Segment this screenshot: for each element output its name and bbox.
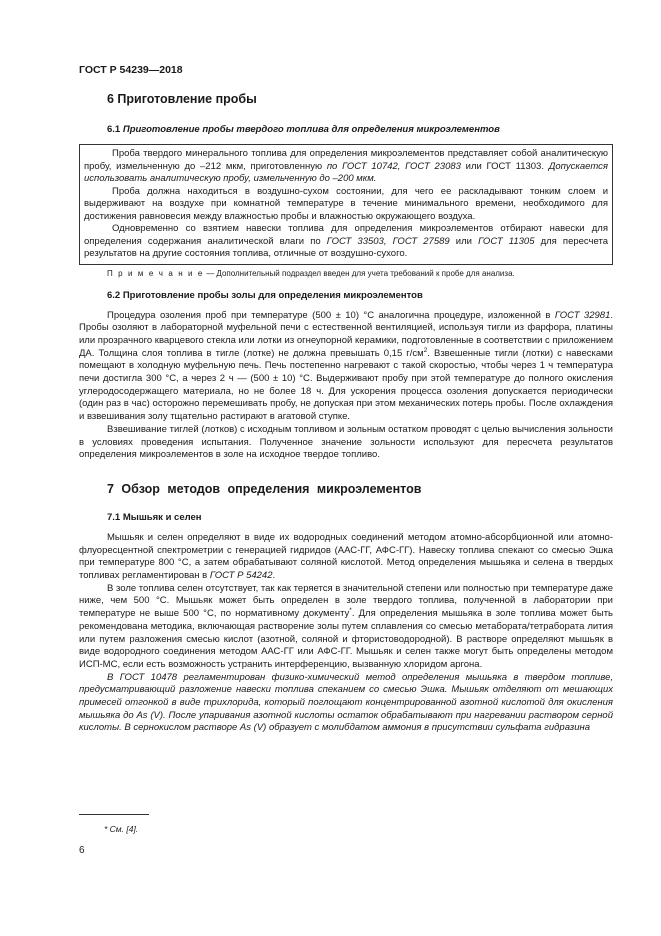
footnote: * См. [4]. (104, 824, 139, 834)
section-6-1-number: 6.1 (107, 124, 121, 135)
section-7-1-title: 7.1 Мышьяк и селен (107, 511, 202, 523)
box-paragraph-3: Одновременно со взятием навески топлива для определения микроэлементов отбирают навески для определения содержания аналитической влаги по ГОСТ 33503, ГОСТ 27589 или ГОСТ 11305 для пересчета результатов на другие состояния топлива, отличные от воздушно-сухого. (84, 223, 609, 259)
page-number: 6 (79, 845, 85, 856)
gost-ref: по ГОСТ 10742, ГОСТ 23083 (326, 160, 461, 172)
gost-ref: ГОСТ 11305 (478, 235, 535, 247)
note-text: — Дополнительный подраздел введен для учета требований к пробе для анализа. (203, 268, 515, 278)
gost-ref: ГОСТ 32981 (554, 309, 611, 321)
gost-ref: ГОСТ Р 54242 (209, 570, 273, 582)
section-6-2-paragraph-2: Взвешивание тиглей (лотков) с исходным топливом и зольным остатком проводят с целью вычисления зольности в условиях проведения испытания. Полученное значение зольности используют для пересчета результатов определения микроэлементов в золе на исходное твердое топливо. (79, 423, 613, 461)
box-paragraph-1: Проба твердого минерального топлива для определения микроэлементов представляет собой аналитическую пробу, измельченную до –212 мкм, приготовленную по ГОСТ 10742, ГОСТ 23083 или ГОСТ 11303. Допускается использовать аналитическую пробу, измельченную до –200 мкм. (84, 148, 608, 184)
page-header: ГОСТ Р 54239—2018 (79, 64, 183, 76)
section-7-1-paragraph-1: Мышьяк и селен определяют в виде их водородных соединений методом атомно-абсорбционной или атомно-флуоресцентной спектрометрии с генерацией гидридов (ААС-ГГ, АФС-ГГ). Навеску топлива спекают со смесью Эшка при температуре 800 °С, а затем обрабатывают соляной кислотой. Метод определения мышьяка и селена в твердых топливах регламентирован в ГОСТ Р 54242. (79, 531, 613, 582)
section-6-1-heading (107, 124, 613, 135)
page-content (79, 92, 613, 735)
footnote-marker: * (349, 607, 352, 614)
section-6-title: 6 Приготовление пробы (107, 92, 257, 106)
note-label: П р и м е ч а н и е (107, 268, 204, 278)
footnote-divider (79, 814, 149, 815)
box-paragraph-2: Проба должна находиться в воздушно-сухом состоянии, для чего ее раскладывают тонким слоем и выдерживают на воздухе при комнатной температуре в течение минимального времени, необходимого для достижения равновесия между влажностью пробы и влажностью окружающего воздуха. (84, 185, 608, 222)
note (107, 269, 613, 278)
gost-ref: ГОСТ 33503, ГОСТ 27589 (326, 235, 450, 247)
section-6-2-title: 6.2 Приготовление пробы золы для определения микроэлементов (107, 289, 423, 301)
section-6-1-title: Приготовление пробы твердого топлива для определения микроэлементов (122, 124, 500, 135)
section-7-1-paragraph-2: В золе топлива селен отсутствует, так как теряется в значительной степени или полностью при температуре даже ниже, чем 500 °С. Мышьяк может быть определен в золе твердого топлива, полученной в лаборатории при температуре не выше 500 °С, по нормативному документу*. Для определения мышьяка в золе топлива может быть рекомендована методика, включающая растворение золы путем сплавления со смесью метабората/тетрабората лития или путем разложения смесью кислот (азотной, соляной и фтористоводородной). В растворе определяют мышьяк в виде водородного соединения методом ААС-ГГ или АФС-ГГ. Мышьяк и селен также могут быть определены методом ИСП-МС, если есть возможность устранить интерференцию, вызванную хлоридом аргона. (79, 582, 613, 670)
section-6-2-paragraph-1: Процедура озоления проб при температуре (500 ± 10) °С аналогична процедуре, изложенной в ГОСТ 32981. Пробы озоляют в лабораторной муфельной печи с естественной вентиляцией, используя тигли из фарфора, платины или прозрачного кварцевого стекла или лотки из огнеупорной керамики, подготовленные в соответствии с приложением ДА. Толщина слоя топлива в тигле (лотке) не должна превышать 0,15 $г/см^2$. Взвешенные тигли (лотки) с навесками помещают в холодную муфельную печь. Печь постепенно нагревают с такой скоростью, чтобы через 1 ч температура печи достигла 300 °С, а через 2 ч — (500 ± 10) °С. Выдерживают пробу при этой температуре до полного окисления углеродосодержащего материала, но не более 18 ч. Для ускорения процесса озоления допускается периодически (один раз в час) осторожно перемешивать пробу, не допуская при этом механических потерь пробы. После охлаждения и взвешивания золу тщательно растирают в агатовой ступке. (79, 309, 613, 423)
section-7-1-paragraph-3: В ГОСТ 10478 регламентирован физико-химический метод определения мышьяка в твердом топливе, предусматривающий разложение навески топлива спеканием со смесью Эшка. Мышьяк отделяют от мешающих примесей отгонкой в виде трихлорида, который поглощают концентрированной азотной кислотой для окисления мышьяка до As (V). После упаривания азотной кислоты остаток обрабатывают при нагревании раствором серной кислоты. В сернокислом растворе As (V) образует с молибдатом аммония в присутствии сульфата гидразина (79, 671, 613, 734)
section-7-title: 7 Обзор методов определения микроэлементов (107, 481, 422, 496)
added-subsection-box (79, 144, 613, 265)
